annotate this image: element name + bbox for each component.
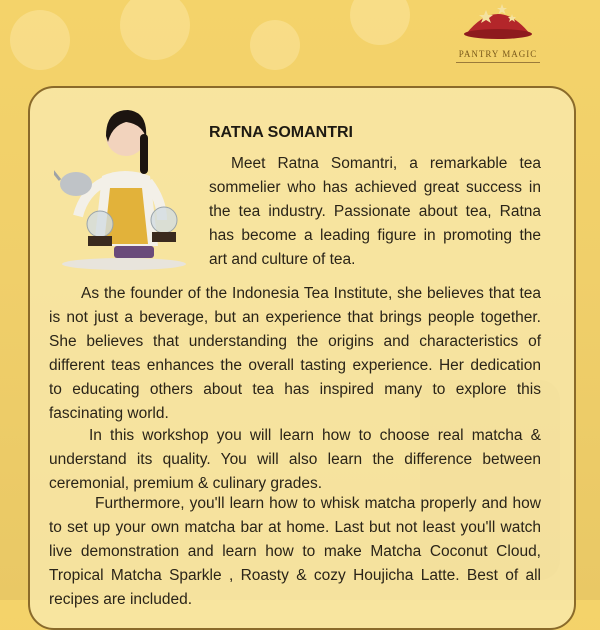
- workshop-paragraph: In this workshop you will learn how to choose real matcha & understand its quality. You will also learn the difference between ceremonial, premium & culinary grades.: [49, 427, 541, 492]
- background-bokeh: [250, 20, 300, 70]
- tea-sommelier-photo: [54, 96, 194, 272]
- recipes-paragraph: Furthermore, you'll learn how to whisk matcha properly and how to set up your own matcha bar at home. Last but not least you'll watch live demonstration and learn how to make Matcha Coconut Cloud, Tropical Matcha Sparkle , Roasty & cozy Houjicha Latte. Best of all recipes are included.: [49, 495, 541, 608]
- intro-paragraph: Meet Ratna Somantri, a remarkable tea sommelier who has achieved great success in the tea industry. Passionate about tea, Ratna has become a leading figure in promoting the art and culture of tea.: [209, 155, 541, 268]
- background-bokeh: [10, 10, 70, 70]
- background-bokeh: [350, 0, 410, 45]
- background-bokeh: [120, 0, 190, 60]
- brand-name: PANTRY MAGIC: [458, 49, 538, 59]
- pantry-magic-logo: [456, 0, 540, 70]
- founder-paragraph: As the founder of the Indonesia Tea Institute, she believes that tea is not just a beverage, but an experience that brings people together. She believes that understanding the origins and characteristics of different teas enhances the overall tasting experience. Her dedication to educating others about tea has inspired many to explore this fascinating world.: [49, 285, 541, 422]
- profile-name: RATNA SOMANTRI: [209, 124, 353, 141]
- logo-divider: [456, 62, 540, 63]
